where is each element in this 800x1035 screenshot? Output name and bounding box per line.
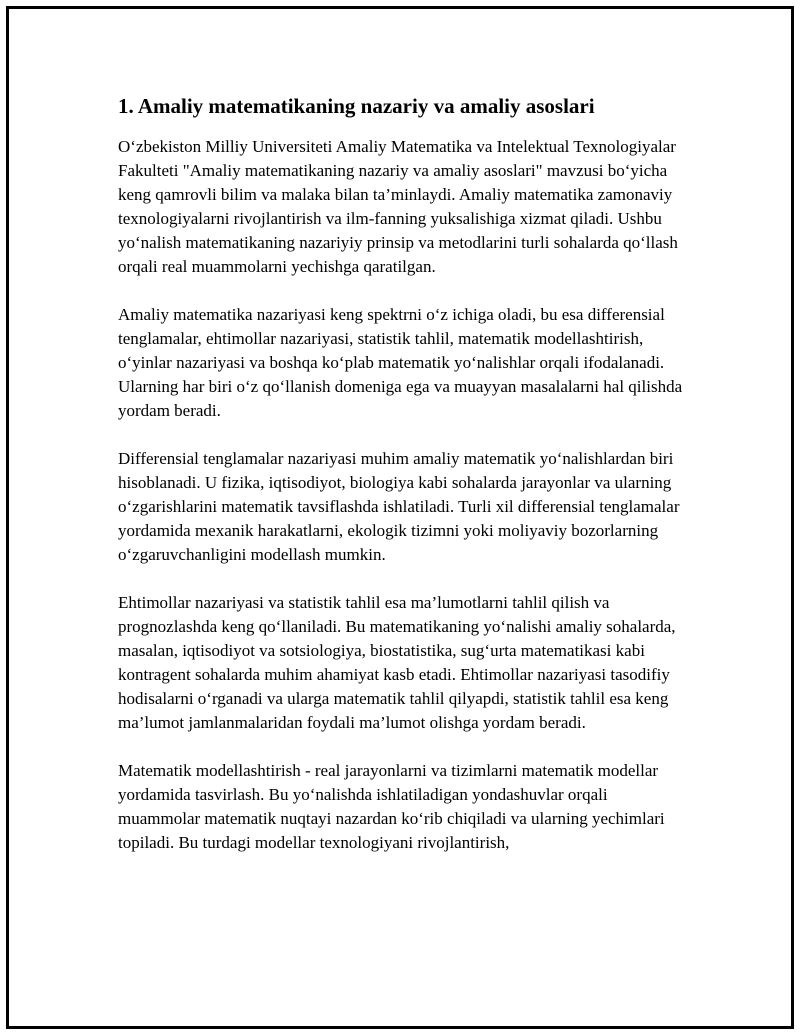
paragraph-differential-equations: Differensial tenglamalar nazariyasi muhim amaliy matematik yo‘nalishlardan biri hisoblanadi. U fizika, iqtisodiyot, biologiya kabi sohalarda jarayonlar va ularning o‘zgarishlarini matematik tavsiflashda ishlatiladi. Turli xil differensial tenglamalar yordamida mexanik harakatlarni, ekologik tizimni yoki moliyaviy bozorlarning o‘zgaruvchanligini modellash mumkin. bbox=[118, 449, 680, 564]
paragraph-theory-overview: Amaliy matematika nazariyasi keng spektrni o‘z ichiga oladi, bu esa differensial tenglamalar, ehtimollar nazariyasi, statistik tahlil, matematik modellashtirish, o‘yinlar nazariyasi va boshqa ko‘plab matematik yo‘nalishlar orqali ifodalanadi. Ularning har biri o‘z qo‘llanish domeniga ega va muayyan masalalarni hal qilishda yordam beradi. bbox=[118, 305, 683, 420]
document-body bbox=[118, 93, 693, 879]
section-heading: 1. Amaliy matematikaning nazariy va amaliy asoslari bbox=[118, 94, 595, 118]
paragraph-intro: O‘zbekiston Milliy Universiteti Amaliy Matematika va Intelektual Texnologiyalar Fakulteti "Amaliy matematikaning nazariy va amaliy asoslari" mavzusi bo‘yicha keng qamrovli bilim va malaka bilan ta’minlaydi. Amaliy matematika zamonaviy texnologiyalarni rivojlantirish va ilm-fanning yuksalishiga xizmat qiladi. Ushbu yo‘nalish matematikaning nazariyiy prinsip va metodlarini turli sohalarda qo‘llash orqali real muammolarni yechishga qaratilgan. bbox=[118, 137, 678, 276]
paragraph-probability-statistics: Ehtimollar nazariyasi va statistik tahlil esa ma’lumotlarni tahlil qilish va prognozlashda keng qo‘llaniladi. Bu matematikaning yo‘nalishi amaliy sohalarda, masalan, iqtisodiyot va sotsiologiya, biostatistika, sug‘urta matematikasi kabi kontragent sohalarda muhim ahamiyat kasb etadi. Ehtimollar nazariyasi tasodifiy hodisalarni o‘rganadi va ularga matematik tahlil qilyapdi, statistik tahlil esa keng ma’lumot jamlanmalaridan foydali ma’lumot olishga yordam beradi. bbox=[118, 593, 676, 732]
paragraph-mathematical-modeling: Matematik modellashtirish - real jarayonlarni va tizimlarni matematik modellar yordamida tasvirlash. Bu yo‘nalishda ishlatiladigan yondashuvlar orqali muammolar matematik nuqtayi nazardan ko‘rib chiqiladi va ularning yechimlari topiladi. Bu turdagi modellar texnologiyani rivojlantirish, bbox=[118, 761, 665, 852]
